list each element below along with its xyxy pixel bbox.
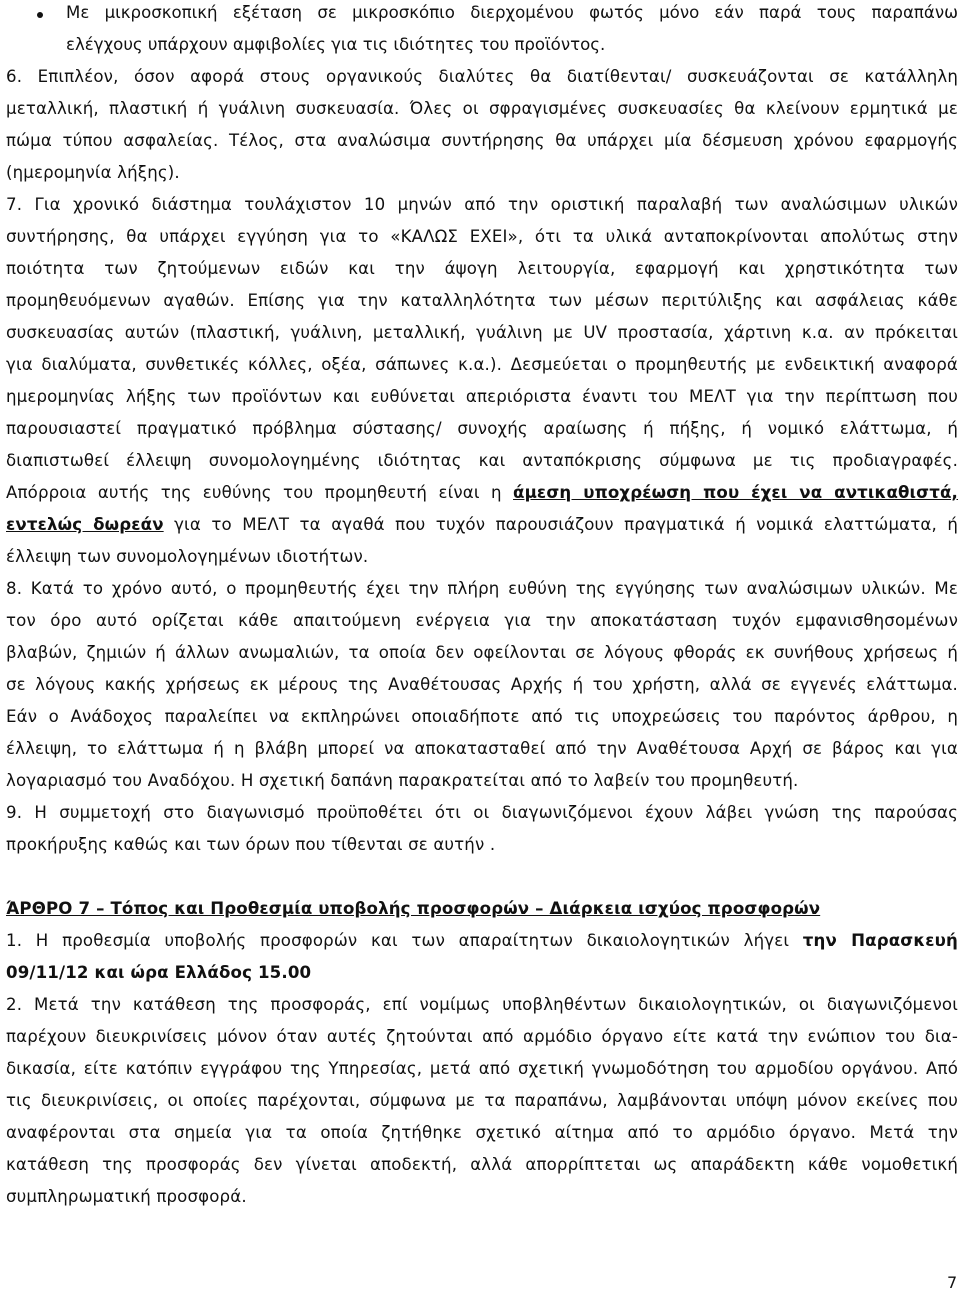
text-line: (ημερομηνία λήξης).	[6, 163, 180, 182]
text-line: 6. Επιπλέον, όσον αφορά στους οργανικούς διαλύτες θα διατίθενται/ συσκευάζονται σε κατάλληλη	[6, 67, 958, 86]
text-line: παρέχουν διευκρινίσεις μόνον όταν αυτές ζητούνται από αρμόδιο όργανο είτε κατά την ενώπιον του δια-	[6, 1027, 958, 1046]
text-line: ποιότητα των ζητούμενων ειδών και την άψογη λειτουργία, εφαρμογή και χρηστικότητα των	[6, 259, 958, 278]
text-segment: Απόρροια αυτής της ευθύνης του προμηθευτή είναι η	[6, 483, 514, 502]
text-line: λογαριασμό του Αναδόχου. Η σχετική δαπάνη παρακρατείται από το λαβείν του προμηθευτή.	[6, 771, 799, 790]
page-number: 7	[947, 1273, 958, 1292]
text-line: συντήρησης, θα υπάρχει εγγύηση για το «ΚΑΛΩΣ ΕΧΕΙ», ότι τα υλικά ανταποκρίνονται απολύτως στην	[6, 227, 958, 246]
text-line: έλλειψη των συνομολογημένων ιδιοτήτων.	[6, 547, 369, 566]
text-line: συμπληρωματική προσφορά.	[6, 1187, 247, 1206]
text-line: διαπιστωθεί έλλειψη συνομολογημένης ιδιότητας και ανταπόκρισης σύμφωνα με τις προδιαγραφές.	[6, 451, 958, 470]
text-line: τον όρο αυτό ορίζεται κάθε απαιτούμενη ενέργεια για την αποκατάσταση τυχόν εμφανισθησομένων	[6, 611, 958, 630]
text-line: 7. Για χρονικό διάστημα τουλάχιστον 10 μηνών από την οριστική παραλαβή των αναλώσιμων υλικών	[6, 195, 958, 214]
text-line: τις διευκρινίσεις, οι οποίες παρέχονται, σύμφωνα με τα παραπάνω, λαμβάνονται υπόψη μόνον εκείνες που	[6, 1091, 958, 1110]
text-line: 9. Η συμμετοχή στο διαγωνισμό προϋποθέτει ότι οι διαγωνιζόμενοι έχουν λάβει γνώση της παρούσας	[6, 803, 958, 822]
text-line: πώμα τύπου ασφαλείας. Τέλος, στα αναλώσιμα συντήρησης θα υπάρχει μία δέσμευση χρόνου εφαρμογής	[6, 131, 958, 150]
text-line: παρουσιαστεί πραγματικό πρόβλημα σύστασης/ συνοχής αραίωσης ή πήξης, ή νομικό ελάττωμα, ή	[6, 419, 958, 438]
text-line: ημερομηνίας λήξης των προϊόντων και ευθύνεται απεριόριστα έναντι του ΜΕΛΤ για την περίπτωση που	[6, 387, 958, 406]
bullet-text-line: ελέγχους υπάρχουν αμφιβολίες για τις ιδιότητες του προϊόντος.	[66, 35, 606, 54]
section-heading: ΆΡΘΡΟ 7 – Τόπος και Προθεσμία υποβολής προσφορών – Διάρκεια ισχύος προσφορών	[6, 899, 821, 918]
text-segment: 1. Η προθεσμία υποβολής προσφορών και των απαραίτητων δικαιολογητικών λήγει	[6, 931, 803, 950]
text-line: μεταλλική, πλαστική ή γυάλινη συσκευασία. Όλες οι σφραγισμένες συσκευασίες θα κλείνουν ερμητικά με	[6, 99, 958, 118]
text-line: Εάν ο Ανάδοχος παραλείπει να εκπληρώνει οποιαδήποτε από τις υποχρεώσεις του παρόντος άρθρου, η	[6, 707, 958, 726]
emphasis-text: άμεση υποχρέωση που έχει να αντικαθιστά,	[513, 483, 958, 502]
text-line: συσκευασίας αυτών (πλαστική, γυάλινη, μεταλλική, γυάλινη με UV προστασία, χάρτινη κ.α. αν πρόκειται	[6, 323, 958, 342]
bullet-text-line: Με μικροσκοπική εξέταση σε μικροσκόπιο διερχομένου φωτός μόνο εάν παρά τους παραπάνω	[66, 3, 958, 22]
text-line	[6, 482, 958, 504]
emphasis-text: εντελώς δωρεάν	[6, 515, 164, 534]
deadline-text: 09/11/12 και ώρα Ελλάδος 15.00	[6, 963, 312, 982]
text-segment: για το ΜΕΛΤ τα αγαθά που τυχόν παρουσιάζουν πραγματικά ή νομικά ελαττώματα, ή	[163, 515, 958, 534]
text-line: προμηθευόμενων αγαθών. Επίσης για την καταλληλότητα των μέσων περιτύλιξης και ασφάλειας κάθε	[6, 291, 958, 310]
text-line: κατάθεση της προσφοράς δεν γίνεται αποδεκτή, αλλά απορρίπτεται ως απαράδεκτη κάθε νομοθετική	[6, 1155, 958, 1174]
text-line: βλαβών, ζημιών ή άλλων ανωμαλιών, τα οποία δεν οφείλονται σε λόγους φθοράς εκ συνήθους χρήσεως ή	[6, 643, 958, 662]
text-line: για διαλύματα, συνθετικές κόλλες, οξέα, σάπωνες κ.α.). Δεσμεύεται ο προμηθευτής με ενδεικτική αναφορά	[6, 355, 958, 374]
emphasis-text: την Παρασκευή	[802, 931, 959, 950]
text-line	[6, 514, 958, 536]
text-line: προκήρυξης καθώς και των όρων που τίθενται σε αυτήν .	[6, 835, 496, 854]
text-line: αναφέρονται στα σημεία για τα οποία ζητήθηκε σχετικό αίτημα από το αρμόδιο όργανο. Μετά την	[6, 1123, 958, 1142]
text-line: 2. Μετά την κατάθεση της προσφοράς, επί νομίμως υποβληθέντων δικαιολογητικών, οι διαγωνιζόμενοι	[6, 995, 958, 1014]
text-line: 8. Κατά το χρόνο αυτό, ο προμηθευτής έχει την πλήρη ευθύνη της εγγύησης των αναλώσιμων υλικών. Με	[6, 579, 958, 598]
bullet-dot-icon	[37, 12, 43, 18]
text-line: σε λόγους κακής χρήσεως εκ μέρους της Αναθέτουσας Αρχής ή του χρήστη, αλλά σε εγγενές ελάττωμα.	[6, 675, 958, 694]
text-line: δικασία, είτε κατόπιν εγγράφου της Υπηρεσίας, μετά από σχετική γνωμοδότηση του αρμοδίου οργάνου. Από	[6, 1059, 958, 1078]
text-line	[6, 930, 958, 952]
text-line: έλλειψη, το ελάττωμα ή η βλάβη μπορεί να αποκατασταθεί από την Αναθέτουσα Αρχή σε βάρος και για	[6, 739, 958, 758]
